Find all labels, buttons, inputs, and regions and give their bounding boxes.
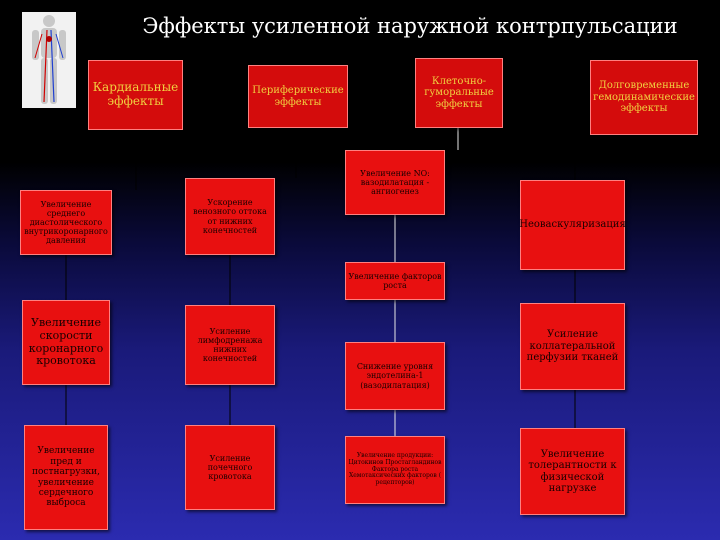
body-silhouette-icon [22,12,76,108]
peripheral-item-venous-outflow: Ускорение венозного оттока от нижних конечностей [185,178,275,255]
cardiac-item-cardiac-output: Увеличение пред и постнагрузки, увеличение сердечного выброса [24,425,108,530]
peripheral-item-lymph-drainage: Усиление лимфодренажа нижних конечностей [185,305,275,385]
cellular-item-cytokine-production: Увеличение продукции: Цитокинов Простагландинов Фактора роста Хемотаксических факторов ( рецепторов) [345,436,445,504]
human-circulation-figure [22,12,76,108]
page-title: Эффекты усиленной наружной контрпульсации [142,14,678,38]
cardiac-item-diastolic-pressure: Увеличение среднего диастолического внутрикоронарного давления [20,190,112,255]
cellular-item-endothelin: Снижение уровня эндотелина-1 (вазодилатация) [345,342,445,410]
header-longterm-hemodynamic-effects: Долговременные гемодинамические эффекты [590,60,698,135]
cellular-item-nitric-oxide: Увеличение NO: вазодилатация - ангиогенез [345,150,445,215]
peripheral-item-renal-flow: Усиление почечного кровотока [185,425,275,510]
header-cardiac-effects: Кардиальные эффекты [88,60,183,130]
longterm-item-collateral-perfusion: Усиление коллатеральной перфузии тканей [520,303,625,390]
cellular-item-growth-factors: Увеличение факторов роста [345,262,445,300]
header-peripheral-effects: Периферические эффекты [248,65,348,128]
longterm-item-exercise-tolerance: Увеличение толерантности к физической нагрузке [520,428,625,515]
cardiac-item-coronary-flow: Увеличение скорости коронарного кровотока [22,300,110,385]
longterm-item-neovascularization: Неоваскуляризация [520,180,625,270]
header-cellular-humoral-effects: Клеточно-гуморальные эффекты [415,58,503,128]
